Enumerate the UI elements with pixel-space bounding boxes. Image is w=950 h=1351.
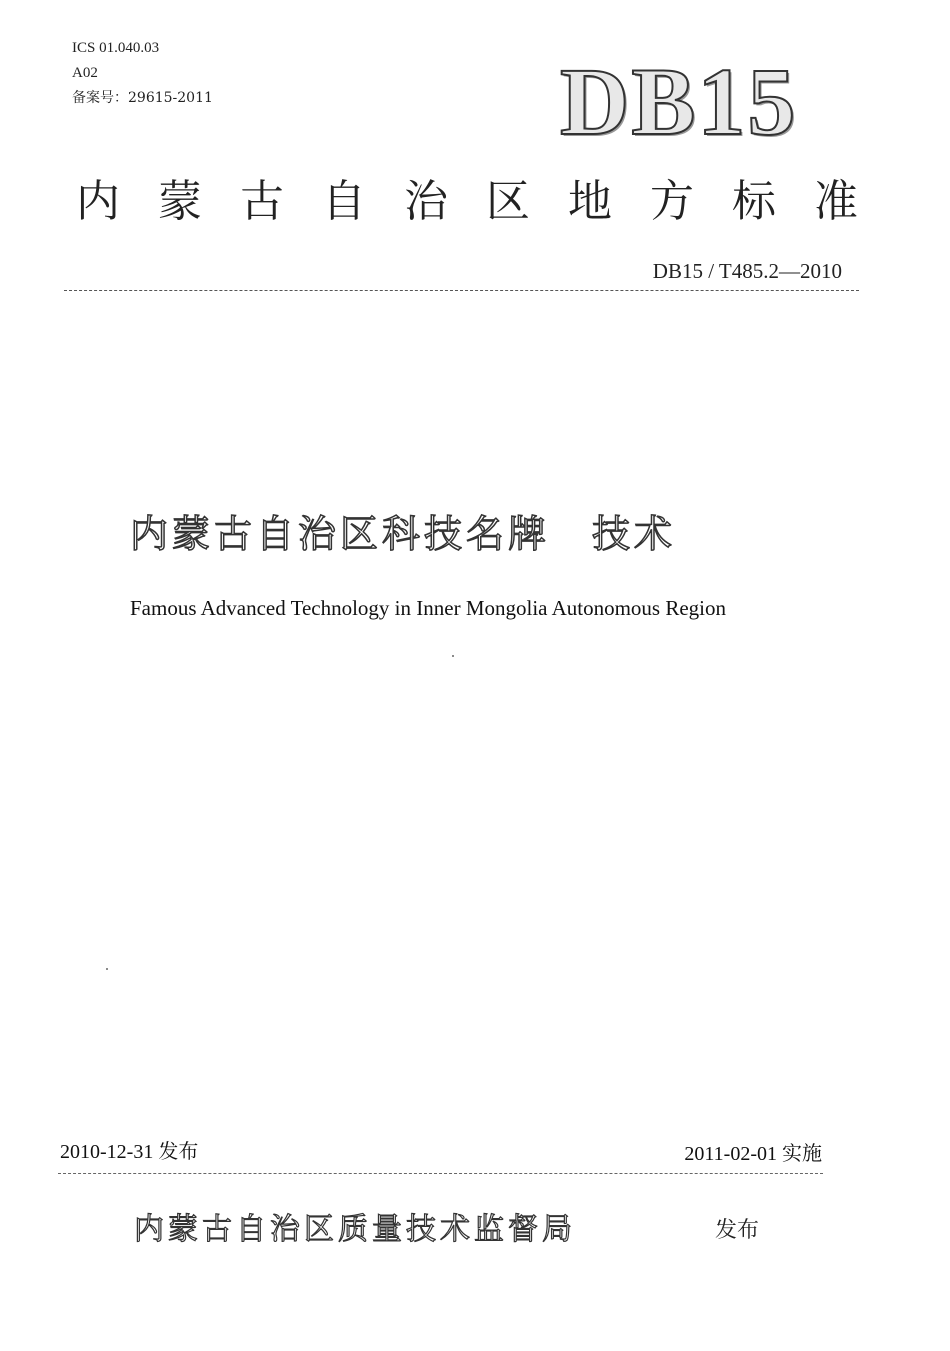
- standard-type-char: 方: [650, 176, 694, 227]
- scan-speck: [106, 968, 108, 970]
- standard-number: DB15 / T485.2—2010: [652, 259, 842, 283]
- issuer-name: 内蒙古自治区质量技术监督局: [134, 1212, 576, 1247]
- title-chinese: 内蒙古自治区科技名牌 技术: [130, 512, 677, 556]
- classification-code: A02: [72, 65, 98, 81]
- standard-type-char: 蒙: [158, 176, 202, 227]
- top-divider: [64, 290, 859, 291]
- standard-type-char: 内: [76, 176, 120, 227]
- effective-date: 2011-02-01 实施: [684, 1143, 822, 1165]
- standard-type-char: 自: [322, 176, 366, 227]
- issuer-suffix: 发布: [715, 1218, 760, 1243]
- ics-code: ICS 01.040.03: [72, 40, 160, 56]
- scan-speck: [452, 655, 454, 657]
- standard-type-char: 区: [486, 176, 530, 227]
- standard-type-heading: [72, 172, 862, 232]
- standard-type-char: 标: [732, 176, 776, 227]
- bottom-divider: [58, 1173, 823, 1174]
- standard-type-char: 准: [814, 176, 858, 227]
- db15-logo: DB15: [560, 48, 798, 155]
- standard-type-char: 古: [240, 176, 284, 227]
- issue-date: 2010-12-31 发布: [60, 1141, 199, 1163]
- filing-number: 备案号：29615-2011: [72, 90, 213, 106]
- standard-type-char: 治: [404, 176, 448, 227]
- standard-type-char: 地: [568, 176, 612, 227]
- title-english: Famous Advanced Technology in Inner Mongolia Autonomous Region: [130, 596, 726, 620]
